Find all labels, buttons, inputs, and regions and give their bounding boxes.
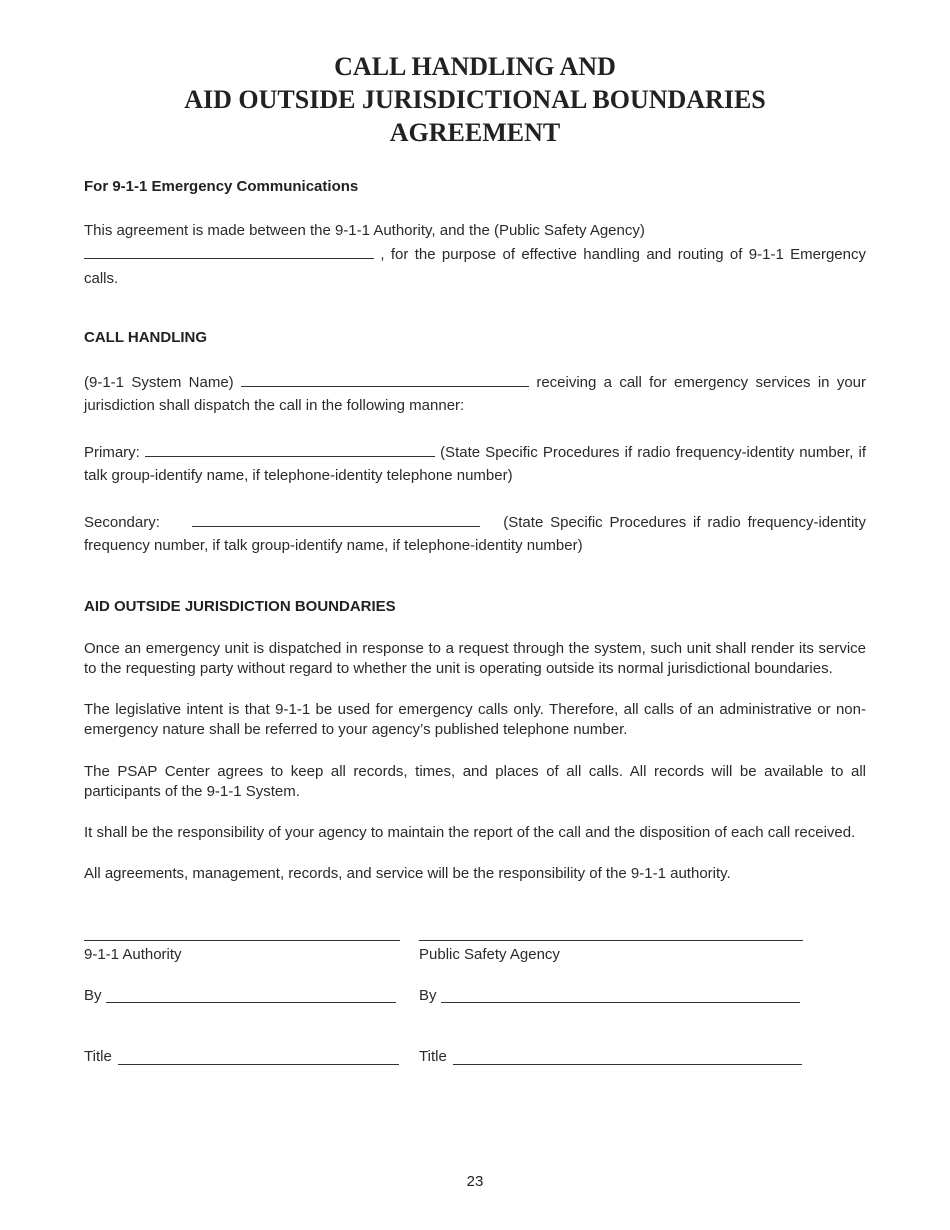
title-line-2: AID OUTSIDE JURISDICTIONAL BOUNDARIES (184, 85, 766, 114)
aid-paragraph-1: Once an emergency unit is dispatched in response to a request through the system, such unit shall render its service to the requesting party without regard to whether the unit is operating outside its normal jurisdictional boundaries. (84, 640, 866, 677)
aid-outside-heading: AID OUTSIDE JURISDICTION BOUNDARIES (84, 598, 396, 615)
call-handling-heading: CALL HANDLING (84, 329, 208, 346)
authority-by-line[interactable] (106, 1002, 396, 1003)
secondary-paragraph (84, 511, 866, 557)
title-line-1: CALL HANDLING AND (334, 52, 616, 81)
secondary-blank[interactable] (192, 512, 480, 527)
secondary-label: Secondary: (84, 514, 160, 531)
authority-title-line[interactable] (118, 1064, 399, 1065)
page-number: 23 (466, 1173, 484, 1190)
system-name-label: (9-1-1 System Name) (84, 374, 234, 391)
system-name-text: receiving a call for emergency services in your jurisdiction shall dispatch the call in the following manner: (84, 374, 867, 414)
document-title (84, 50, 866, 149)
primary-label: Primary: (84, 444, 140, 461)
public-safety-agency-blank[interactable] (84, 244, 374, 259)
aid-paragraph-3: The PSAP Center agrees to keep all records, times, and places of all calls. All records will be available to all participants of the 9-1-1 System. (84, 763, 866, 800)
aid-paragraph-2: The legislative intent is that 9-1-1 be used for emergency calls only. Therefore, all calls of an administrative or non-emergency nature shall be referred to your agency’s published telephone number. (84, 701, 866, 738)
authority-title-label: Title (84, 1048, 112, 1065)
authority-by-label: By (84, 987, 102, 1004)
secondary-text: (State Specific Procedures if radio frequency-identity frequency number, if talk group-identify name, if telephone-identity number) (84, 514, 866, 554)
agency-label: Public Safety Agency (419, 946, 560, 963)
authority-label: 9-1-1 Authority (84, 946, 182, 963)
system-name-paragraph (84, 371, 866, 417)
authority-signature-line[interactable] (84, 940, 400, 941)
title-line-3: AGREEMENT (389, 118, 561, 147)
primary-text: (State Specific Procedures if radio frequency-identity number, if talk group-identify name, if telephone-identity telephone number) (84, 444, 866, 484)
agency-by-line[interactable] (441, 1002, 800, 1003)
intro-text-part1: This agreement is made between the 9-1-1 Authority, and the (Public Safety Agency) (84, 222, 645, 239)
agency-title-label: Title (419, 1048, 447, 1065)
aid-paragraph-5: All agreements, management, records, and service will be the responsibility of the 9-1-1 authority. (84, 865, 731, 882)
agency-by-label: By (419, 987, 437, 1004)
subtitle: For 9-1-1 Emergency Communications (84, 178, 359, 195)
primary-paragraph (84, 441, 866, 487)
agency-title-line[interactable] (453, 1064, 802, 1065)
intro-paragraph (84, 219, 866, 291)
intro-text-part2: , for the purpose of effective handling and routing of 9-1-1 Emergency calls. (84, 246, 866, 287)
primary-blank[interactable] (145, 442, 435, 457)
system-name-blank[interactable] (241, 372, 529, 387)
aid-paragraph-4: It shall be the responsibility of your agency to maintain the report of the call and the disposition of each call received. (84, 824, 856, 841)
agency-signature-line[interactable] (419, 940, 803, 941)
